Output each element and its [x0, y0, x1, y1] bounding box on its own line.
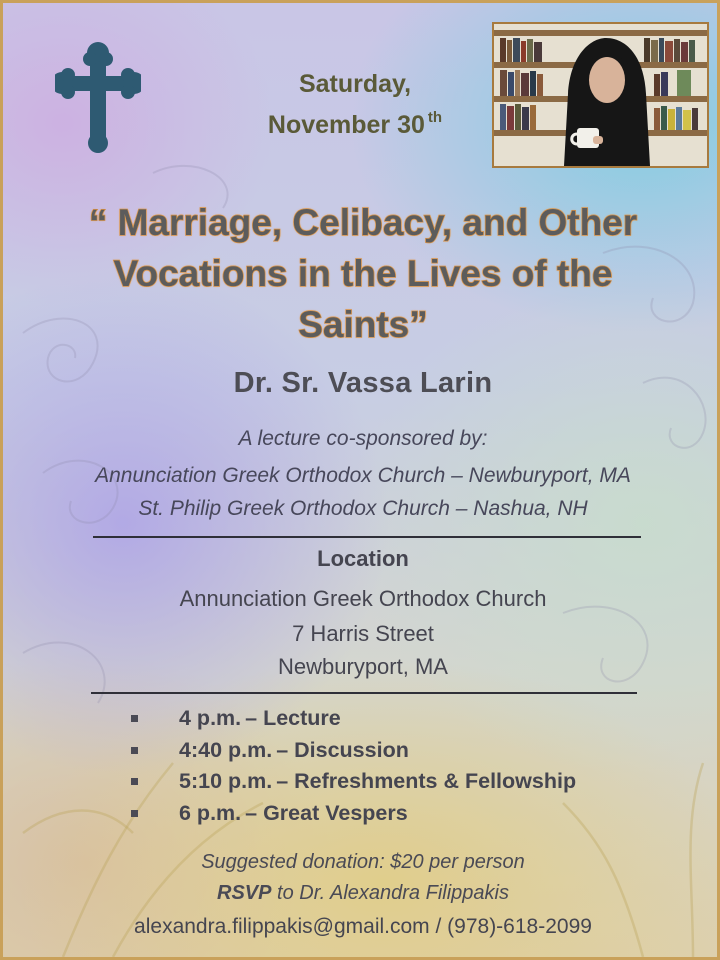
schedule-desc: – Lecture — [245, 706, 341, 730]
lecture-title — [33, 197, 693, 350]
square-bullet-icon — [131, 747, 138, 754]
schedule-item — [131, 769, 671, 801]
square-bullet-icon — [131, 778, 138, 785]
schedule-list — [131, 706, 671, 832]
rsvp-line — [3, 882, 720, 905]
title-line-1: “ Marriage, Celibacy, and Other — [88, 202, 638, 243]
location-street: 7 Harris Street — [292, 621, 434, 646]
event-date — [235, 67, 475, 142]
schedule-desc: – Refreshments & Fellowship — [276, 769, 577, 793]
title-line-2: Vocations in the Lives of the — [113, 253, 613, 294]
location-city: Newburyport, MA — [278, 654, 448, 679]
location-name: Annunciation Greek Orthodox Church — [179, 586, 547, 611]
schedule-time: 6 p.m. — [179, 800, 242, 825]
schedule-time: 4:40 p.m. — [179, 737, 273, 762]
date-suffix: th — [427, 109, 443, 126]
location-heading: Location — [317, 546, 409, 571]
date-main: November 30 — [267, 111, 425, 139]
divider-top — [93, 536, 641, 538]
square-bullet-icon — [131, 810, 138, 817]
donation-note: Suggested donation: $20 per person — [201, 851, 525, 873]
speaker-name: Dr. Sr. Vassa Larin — [233, 367, 493, 399]
square-bullet-icon — [131, 715, 138, 722]
title-line-3: Saints” — [298, 304, 428, 345]
schedule-desc: – Great Vespers — [245, 800, 408, 825]
schedule-time: 5:10 p.m. — [179, 769, 273, 793]
schedule-desc: – Discussion — [276, 737, 409, 762]
rsvp-label: RSVP — [217, 882, 272, 904]
divider-bottom — [91, 692, 637, 694]
contact-info[interactable]: alexandra.filippakis@gmail.com / (978)-618-2099 — [134, 915, 592, 938]
schedule-item — [131, 706, 671, 738]
date-month-day — [235, 101, 475, 142]
schedule-time: 4 p.m. — [179, 706, 242, 730]
speaker-photo — [492, 22, 709, 168]
date-weekday: Saturday, — [298, 70, 412, 98]
schedule-item — [131, 801, 671, 833]
rsvp-text: to Dr. Alexandra Filippakis — [277, 882, 509, 904]
schedule-item — [131, 738, 671, 770]
orthodox-cross-icon — [55, 41, 141, 153]
cosponsor-intro: A lecture co-sponsored by: — [238, 427, 488, 450]
cosponsor-church-1: Annunciation Greek Orthodox Church – Newburyport, MA — [95, 464, 631, 487]
cosponsor-church-2: St. Philip Greek Orthodox Church – Nashua, NH — [138, 497, 588, 520]
